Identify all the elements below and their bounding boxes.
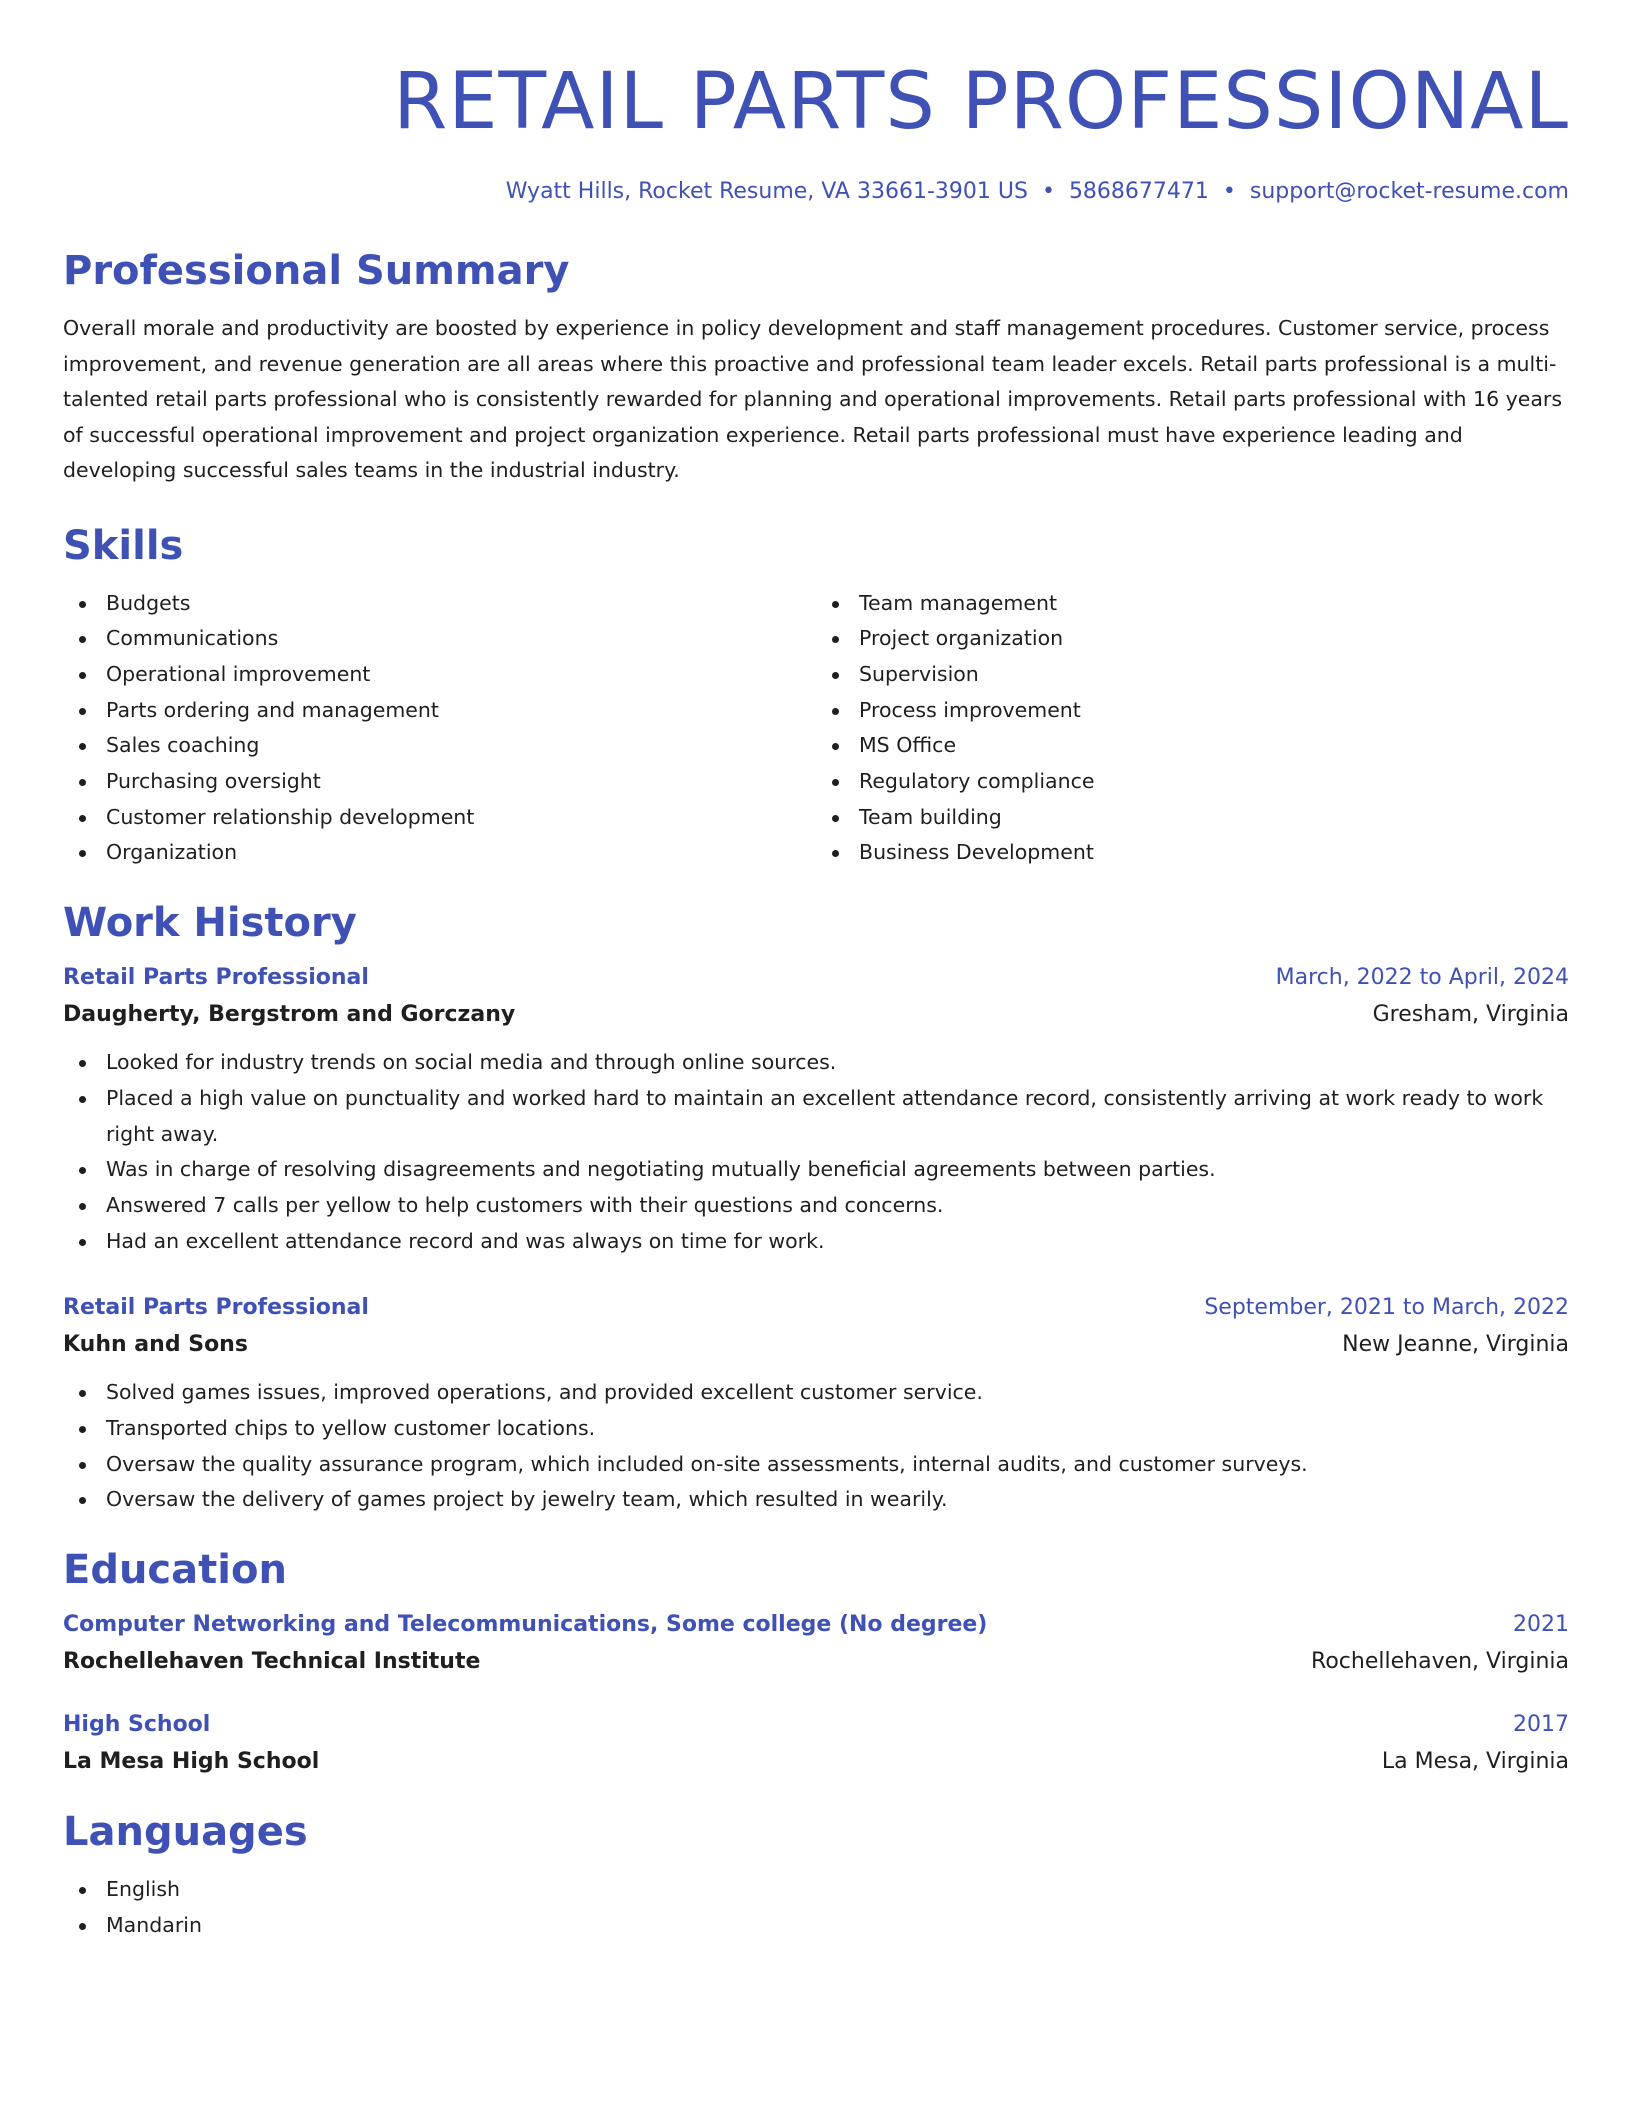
skill-item: Process improvement — [859, 693, 1569, 729]
skill-item: Supervision — [859, 657, 1569, 693]
job-bullet: Oversaw the delivery of games project by jewelry team, which resulted in wearily. — [106, 1482, 1569, 1518]
skills-heading: Skills — [63, 522, 184, 569]
skill-item: Budgets — [106, 586, 816, 622]
skill-item: Team building — [859, 800, 1569, 836]
contact-separator: • — [1041, 179, 1055, 204]
job-entry — [63, 965, 1569, 1259]
skill-item: Purchasing oversight — [106, 764, 816, 800]
contact-separator: • — [1222, 179, 1236, 204]
skill-item: Project organization — [859, 621, 1569, 657]
skill-item: Parts ordering and management — [106, 693, 816, 729]
job-bullet: Was in charge of resolving disagreements and negotiating mutually beneficial agreements between parties. — [106, 1152, 1569, 1188]
language-item: Mandarin — [106, 1908, 1569, 1944]
job-location: Gresham, Virginia — [1372, 1002, 1569, 1028]
skills-list — [63, 586, 1569, 872]
education-entry — [63, 1712, 1569, 1774]
job-bullet: Had an excellent attendance record and was always on time for work. — [106, 1224, 1569, 1260]
education-school: Rochellehaven Technical Institute — [63, 1649, 481, 1675]
job-bullet: Oversaw the quality assurance program, which included on-site assessments, internal audits, and customer surveys. — [106, 1447, 1569, 1483]
skill-item: Customer relationship development — [106, 800, 816, 836]
skill-item: Operational improvement — [106, 657, 816, 693]
contact-line — [63, 179, 1569, 204]
education-location: La Mesa, Virginia — [1381, 1749, 1569, 1775]
skill-item: MS Office — [859, 728, 1569, 764]
education-degree: High School — [63, 1712, 211, 1738]
job-bullet: Looked for industry trends on social media and through online sources. — [106, 1045, 1569, 1081]
languages-heading: Languages — [63, 1809, 308, 1856]
skill-item: Communications — [106, 621, 816, 657]
job-bullet: Answered 7 calls per yellow to help customers with their questions and concerns. — [106, 1188, 1569, 1224]
summary-text: Overall morale and productivity are boosted by experience in policy development and staff management procedures. Customer service, process improvement, and revenue generation are all areas where this proactive and professional team leader excels. Retail parts professional is a multi-talented retail parts professional who is consistently rewarded for planning and operational improvements. Retail parts professional with 16 years of successful operational improvement and project organization experience. Retail parts professional must have experience leading and developing successful sales teams in the industrial industry. — [63, 316, 1563, 482]
job-dates: September, 2021 to March, 2022 — [1204, 1295, 1569, 1321]
job-bullet: Placed a high value on punctuality and worked hard to maintain an excellent attendance record, consistently arriving at work ready to work right away. — [106, 1081, 1569, 1152]
contact-phone: 5868677471 — [1068, 179, 1209, 204]
resume-name: RETAIL PARTS PROFESSIONAL — [393, 57, 1569, 147]
skills-column-left — [63, 586, 816, 872]
job-bullets — [63, 1375, 1569, 1518]
education-year: 2021 — [1513, 1612, 1569, 1638]
summary-heading: Professional Summary — [63, 248, 570, 294]
skills-column-right — [816, 586, 1569, 872]
job-bullet: Solved games issues, improved operations, and provided excellent customer service. — [106, 1375, 1569, 1411]
job-dates: March, 2022 to April, 2024 — [1275, 965, 1569, 991]
skill-item: Regulatory compliance — [859, 764, 1569, 800]
work-history-heading: Work History — [63, 900, 357, 947]
language-item: English — [106, 1872, 1569, 1908]
job-location: New Jeanne, Virginia — [1342, 1332, 1569, 1358]
education-entry — [63, 1612, 1569, 1674]
job-entry — [63, 1295, 1569, 1518]
skill-item: Sales coaching — [106, 728, 816, 764]
education-location: Rochellehaven, Virginia — [1311, 1649, 1569, 1675]
job-bullets — [63, 1045, 1569, 1259]
skill-item: Team management — [859, 586, 1569, 622]
job-title: Retail Parts Professional — [63, 965, 369, 991]
languages-list — [63, 1872, 1569, 1943]
education-degree: Computer Networking and Telecommunications, Some college (No degree) — [63, 1612, 988, 1638]
job-bullet: Transported chips to yellow customer locations. — [106, 1411, 1569, 1447]
education-school: La Mesa High School — [63, 1749, 320, 1775]
job-title: Retail Parts Professional — [63, 1295, 369, 1321]
education-year: 2017 — [1513, 1712, 1569, 1738]
contact-email: support@rocket-resume.com — [1249, 179, 1569, 204]
education-heading: Education — [63, 1547, 287, 1594]
job-company: Daugherty, Bergstrom and Gorczany — [63, 1002, 516, 1028]
job-company: Kuhn and Sons — [63, 1332, 248, 1358]
skill-item: Business Development — [859, 835, 1569, 871]
skill-item: Organization — [106, 835, 816, 871]
contact-address: Wyatt Hills, Rocket Resume, VA 33661-3901 US — [505, 179, 1028, 204]
